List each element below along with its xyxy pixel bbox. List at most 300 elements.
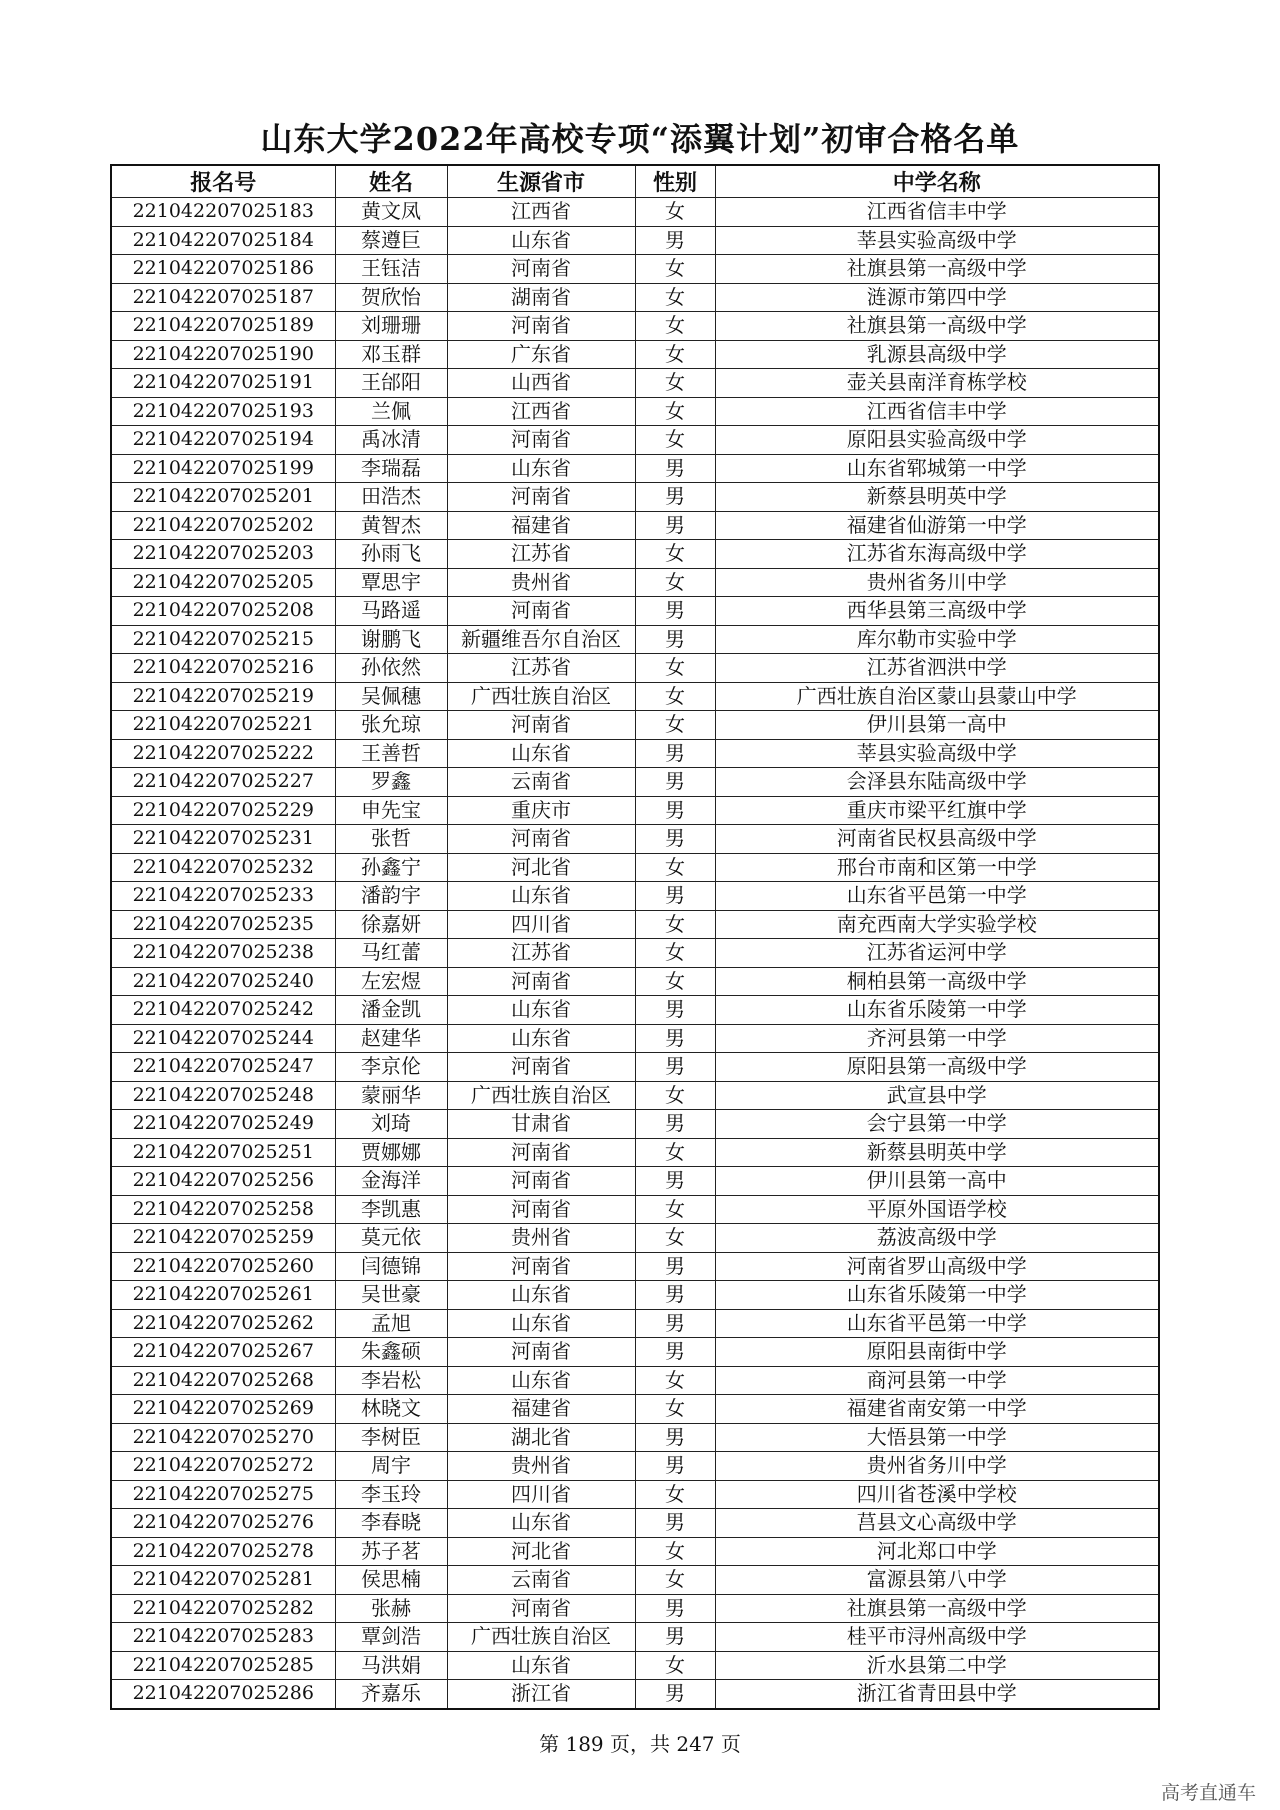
name-cell: 谢鹏飞 (335, 625, 447, 654)
table-row (111, 939, 1159, 968)
name-cell: 马洪娟 (335, 1651, 447, 1680)
school-cell: 邢台市南和区第一中学 (715, 853, 1159, 882)
name-cell: 王邰阳 (335, 369, 447, 398)
registration-no-cell: 221042207025282 (111, 1594, 335, 1623)
table-row (111, 1281, 1159, 1310)
province-cell: 江苏省 (447, 939, 635, 968)
province-cell: 山西省 (447, 369, 635, 398)
name-cell: 李岩松 (335, 1366, 447, 1395)
province-cell: 新疆维吾尔自治区 (447, 625, 635, 654)
name-cell: 张允琼 (335, 711, 447, 740)
gender-cell: 女 (635, 369, 715, 398)
province-cell: 河南省 (447, 1195, 635, 1224)
name-cell: 孟旭 (335, 1309, 447, 1338)
province-cell: 河南省 (447, 597, 635, 626)
name-cell: 吴世豪 (335, 1281, 447, 1310)
school-cell: 桐柏县第一高级中学 (715, 967, 1159, 996)
name-cell: 黄智杰 (335, 511, 447, 540)
table-row (111, 882, 1159, 911)
province-cell: 山东省 (447, 1024, 635, 1053)
province-cell: 河南省 (447, 255, 635, 284)
name-cell: 齐嘉乐 (335, 1680, 447, 1709)
province-cell: 山东省 (447, 996, 635, 1025)
name-cell: 李京伦 (335, 1053, 447, 1082)
school-cell: 新蔡县明英中学 (715, 1138, 1159, 1167)
name-cell: 孙鑫宁 (335, 853, 447, 882)
school-cell: 会泽县东陆高级中学 (715, 768, 1159, 797)
name-cell: 金海洋 (335, 1167, 447, 1196)
gender-cell: 女 (635, 1395, 715, 1424)
school-cell: 四川省苍溪中学校 (715, 1480, 1159, 1509)
registration-no-cell: 221042207025248 (111, 1081, 335, 1110)
province-cell: 河南省 (447, 1252, 635, 1281)
table-row (111, 1680, 1159, 1709)
table-row (111, 768, 1159, 797)
watermark: 高考直通车 (1160, 1782, 1256, 1804)
table-row (111, 654, 1159, 683)
registration-no-cell: 221042207025194 (111, 426, 335, 455)
name-cell: 覃思宇 (335, 568, 447, 597)
page-number: 第 189 页，共 247 页 (539, 1732, 741, 1756)
gender-cell: 女 (635, 1366, 715, 1395)
gender-cell: 男 (635, 625, 715, 654)
table-row (111, 996, 1159, 1025)
column-header-name: 姓名 (335, 165, 447, 198)
gender-cell: 女 (635, 198, 715, 227)
name-cell: 贾娜娜 (335, 1138, 447, 1167)
table-row (111, 540, 1159, 569)
gender-cell: 男 (635, 1252, 715, 1281)
province-cell: 河南省 (447, 825, 635, 854)
school-cell: 山东省平邑第一中学 (715, 1309, 1159, 1338)
table-row (111, 255, 1159, 284)
gender-cell: 女 (635, 397, 715, 426)
province-cell: 河南省 (447, 483, 635, 512)
gender-cell: 男 (635, 1167, 715, 1196)
name-cell: 李瑞磊 (335, 454, 447, 483)
school-cell: 山东省乐陵第一中学 (715, 1281, 1159, 1310)
table-row (111, 1566, 1159, 1595)
table-row (111, 369, 1159, 398)
gender-cell: 男 (635, 739, 715, 768)
table-row (111, 198, 1159, 227)
province-cell: 河北省 (447, 1537, 635, 1566)
name-cell: 刘琦 (335, 1110, 447, 1139)
table-row (111, 967, 1159, 996)
gender-cell: 女 (635, 312, 715, 341)
school-cell: 山东省平邑第一中学 (715, 882, 1159, 911)
registration-no-cell: 221042207025221 (111, 711, 335, 740)
name-cell: 蔡遵巨 (335, 226, 447, 255)
gender-cell: 女 (635, 939, 715, 968)
province-cell: 河南省 (447, 1167, 635, 1196)
province-cell: 云南省 (447, 768, 635, 797)
name-cell: 李玉玲 (335, 1480, 447, 1509)
school-cell: 广西壮族自治区蒙山县蒙山中学 (715, 682, 1159, 711)
school-cell: 莘县实验高级中学 (715, 226, 1159, 255)
province-cell: 甘肃省 (447, 1110, 635, 1139)
registration-no-cell: 221042207025193 (111, 397, 335, 426)
gender-cell: 女 (635, 1480, 715, 1509)
name-cell: 赵建华 (335, 1024, 447, 1053)
province-cell: 贵州省 (447, 1224, 635, 1253)
table-row (111, 283, 1159, 312)
registration-no-cell: 221042207025251 (111, 1138, 335, 1167)
gender-cell: 男 (635, 1309, 715, 1338)
school-cell: 贵州省务川中学 (715, 568, 1159, 597)
province-cell: 河南省 (447, 312, 635, 341)
column-header-gender: 性别 (635, 165, 715, 198)
school-cell: 桂平市浔州高级中学 (715, 1623, 1159, 1652)
gender-cell: 男 (635, 1338, 715, 1367)
name-cell: 孙依然 (335, 654, 447, 683)
registration-no-cell: 221042207025244 (111, 1024, 335, 1053)
gender-cell: 女 (635, 1195, 715, 1224)
school-cell: 河北郑口中学 (715, 1537, 1159, 1566)
registration-no-cell: 221042207025202 (111, 511, 335, 540)
gender-cell: 女 (635, 1224, 715, 1253)
province-cell: 广东省 (447, 340, 635, 369)
school-cell: 江苏省泗洪中学 (715, 654, 1159, 683)
school-cell: 西华县第三高级中学 (715, 597, 1159, 626)
province-cell: 山东省 (447, 1651, 635, 1680)
province-cell: 河南省 (447, 711, 635, 740)
name-cell: 王善哲 (335, 739, 447, 768)
school-cell: 莒县文心高级中学 (715, 1509, 1159, 1538)
table-row (111, 1623, 1159, 1652)
table-row (111, 597, 1159, 626)
province-cell: 山东省 (447, 1509, 635, 1538)
name-cell: 黄文凤 (335, 198, 447, 227)
province-cell: 福建省 (447, 1395, 635, 1424)
registration-no-cell: 221042207025208 (111, 597, 335, 626)
column-header-school: 中学名称 (715, 165, 1159, 198)
gender-cell: 男 (635, 1509, 715, 1538)
table-row (111, 910, 1159, 939)
province-cell: 福建省 (447, 511, 635, 540)
province-cell: 云南省 (447, 1566, 635, 1595)
name-cell: 刘珊珊 (335, 312, 447, 341)
table-row (111, 739, 1159, 768)
registration-no-cell: 221042207025191 (111, 369, 335, 398)
gender-cell: 男 (635, 825, 715, 854)
province-cell: 山东省 (447, 739, 635, 768)
registration-no-cell: 221042207025247 (111, 1053, 335, 1082)
province-cell: 浙江省 (447, 1680, 635, 1709)
province-cell: 山东省 (447, 882, 635, 911)
registration-no-cell: 221042207025216 (111, 654, 335, 683)
name-cell: 马路遥 (335, 597, 447, 626)
school-cell: 伊川县第一高中 (715, 711, 1159, 740)
gender-cell: 男 (635, 1110, 715, 1139)
gender-cell: 女 (635, 654, 715, 683)
province-cell: 重庆市 (447, 796, 635, 825)
name-cell: 马红蕾 (335, 939, 447, 968)
registration-no-cell: 221042207025203 (111, 540, 335, 569)
gender-cell: 女 (635, 1081, 715, 1110)
registration-no-cell: 221042207025238 (111, 939, 335, 968)
name-cell: 苏子茗 (335, 1537, 447, 1566)
registration-no-cell: 221042207025249 (111, 1110, 335, 1139)
name-cell: 朱鑫硕 (335, 1338, 447, 1367)
registration-no-cell: 221042207025231 (111, 825, 335, 854)
registration-no-cell: 221042207025227 (111, 768, 335, 797)
school-cell: 江苏省运河中学 (715, 939, 1159, 968)
table-row (111, 1509, 1159, 1538)
gender-cell: 女 (635, 1651, 715, 1680)
province-cell: 广西壮族自治区 (447, 682, 635, 711)
table-row (111, 1338, 1159, 1367)
registration-no-cell: 221042207025219 (111, 682, 335, 711)
province-cell: 湖南省 (447, 283, 635, 312)
school-cell: 社旗县第一高级中学 (715, 312, 1159, 341)
registration-no-cell: 221042207025232 (111, 853, 335, 882)
column-header-province: 生源省市 (447, 165, 635, 198)
name-cell: 左宏煜 (335, 967, 447, 996)
school-cell: 福建省南安第一中学 (715, 1395, 1159, 1424)
registration-no-cell: 221042207025240 (111, 967, 335, 996)
registration-no-cell: 221042207025229 (111, 796, 335, 825)
gender-cell: 男 (635, 454, 715, 483)
province-cell: 湖北省 (447, 1423, 635, 1452)
school-cell: 沂水县第二中学 (715, 1651, 1159, 1680)
table-row (111, 568, 1159, 597)
name-cell: 李凯惠 (335, 1195, 447, 1224)
registration-no-cell: 221042207025199 (111, 454, 335, 483)
registration-no-cell: 221042207025269 (111, 1395, 335, 1424)
registration-no-cell: 221042207025260 (111, 1252, 335, 1281)
province-cell: 贵州省 (447, 1452, 635, 1481)
table-row (111, 1480, 1159, 1509)
name-cell: 周宇 (335, 1452, 447, 1481)
roster-body (111, 198, 1159, 1709)
province-cell: 山东省 (447, 1366, 635, 1395)
province-cell: 江苏省 (447, 654, 635, 683)
province-cell: 江西省 (447, 397, 635, 426)
province-cell: 河南省 (447, 967, 635, 996)
school-cell: 原阳县第一高级中学 (715, 1053, 1159, 1082)
school-cell: 乳源县高级中学 (715, 340, 1159, 369)
document-title: 山东大学2022年高校专项“添翼计划”初审合格名单 (260, 120, 1020, 158)
school-cell: 江西省信丰中学 (715, 397, 1159, 426)
registration-no-cell: 221042207025267 (111, 1338, 335, 1367)
name-cell: 吴佩穗 (335, 682, 447, 711)
registration-no-cell: 221042207025205 (111, 568, 335, 597)
province-cell: 河北省 (447, 853, 635, 882)
school-cell: 莘县实验高级中学 (715, 739, 1159, 768)
gender-cell: 男 (635, 1452, 715, 1481)
gender-cell: 女 (635, 711, 715, 740)
school-cell: 荔波高级中学 (715, 1224, 1159, 1253)
school-cell: 商河县第一中学 (715, 1366, 1159, 1395)
province-cell: 河南省 (447, 1594, 635, 1623)
roster-table (110, 164, 1160, 1710)
table-row (111, 312, 1159, 341)
school-cell: 江西省信丰中学 (715, 198, 1159, 227)
school-cell: 社旗县第一高级中学 (715, 1594, 1159, 1623)
school-cell: 浙江省青田县中学 (715, 1680, 1159, 1709)
table-header-row (111, 165, 1159, 198)
gender-cell: 男 (635, 996, 715, 1025)
registration-no-cell: 221042207025189 (111, 312, 335, 341)
name-cell: 邓玉群 (335, 340, 447, 369)
name-cell: 潘金凯 (335, 996, 447, 1025)
table-row (111, 1423, 1159, 1452)
gender-cell: 男 (635, 1594, 715, 1623)
gender-cell: 女 (635, 255, 715, 284)
gender-cell: 女 (635, 967, 715, 996)
registration-no-cell: 221042207025233 (111, 882, 335, 911)
registration-no-cell: 221042207025201 (111, 483, 335, 512)
gender-cell: 男 (635, 1623, 715, 1652)
school-cell: 会宁县第一中学 (715, 1110, 1159, 1139)
school-cell: 南充西南大学实验学校 (715, 910, 1159, 939)
school-cell: 壶关县南洋育栋学校 (715, 369, 1159, 398)
province-cell: 山东省 (447, 1281, 635, 1310)
name-cell: 孙雨飞 (335, 540, 447, 569)
registration-no-cell: 221042207025235 (111, 910, 335, 939)
table-row (111, 825, 1159, 854)
name-cell: 覃剑浩 (335, 1623, 447, 1652)
gender-cell: 男 (635, 511, 715, 540)
school-cell: 大悟县第一中学 (715, 1423, 1159, 1452)
table-row (111, 511, 1159, 540)
gender-cell: 女 (635, 283, 715, 312)
gender-cell: 女 (635, 426, 715, 455)
gender-cell: 女 (635, 910, 715, 939)
province-cell: 河南省 (447, 1338, 635, 1367)
registration-no-cell: 221042207025261 (111, 1281, 335, 1310)
province-cell: 江苏省 (447, 540, 635, 569)
table-row (111, 796, 1159, 825)
table-row (111, 1224, 1159, 1253)
province-cell: 广西壮族自治区 (447, 1623, 635, 1652)
table-row (111, 711, 1159, 740)
school-cell: 新蔡县明英中学 (715, 483, 1159, 512)
gender-cell: 男 (635, 796, 715, 825)
table-row (111, 1395, 1159, 1424)
registration-no-cell: 221042207025270 (111, 1423, 335, 1452)
registration-no-cell: 221042207025285 (111, 1651, 335, 1680)
registration-no-cell: 221042207025190 (111, 340, 335, 369)
gender-cell: 男 (635, 226, 715, 255)
name-cell: 罗鑫 (335, 768, 447, 797)
registration-no-cell: 221042207025186 (111, 255, 335, 284)
table-row (111, 1594, 1159, 1623)
gender-cell: 男 (635, 1053, 715, 1082)
gender-cell: 男 (635, 768, 715, 797)
school-cell: 河南省民权县高级中学 (715, 825, 1159, 854)
table-row (111, 853, 1159, 882)
name-cell: 田浩杰 (335, 483, 447, 512)
registration-no-cell: 221042207025283 (111, 1623, 335, 1652)
registration-no-cell: 221042207025242 (111, 996, 335, 1025)
name-cell: 蒙丽华 (335, 1081, 447, 1110)
gender-cell: 女 (635, 568, 715, 597)
school-cell: 原阳县实验高级中学 (715, 426, 1159, 455)
province-cell: 江西省 (447, 198, 635, 227)
name-cell: 侯思楠 (335, 1566, 447, 1595)
column-header-registration-no: 报名号 (111, 165, 335, 198)
school-cell: 江苏省东海高级中学 (715, 540, 1159, 569)
name-cell: 王钰洁 (335, 255, 447, 284)
table-row (111, 483, 1159, 512)
table-row (111, 1053, 1159, 1082)
school-cell: 山东省乐陵第一中学 (715, 996, 1159, 1025)
registration-no-cell: 221042207025272 (111, 1452, 335, 1481)
gender-cell: 女 (635, 1138, 715, 1167)
name-cell: 徐嘉妍 (335, 910, 447, 939)
name-cell: 林晓文 (335, 1395, 447, 1424)
province-cell: 河南省 (447, 1053, 635, 1082)
table-row (111, 682, 1159, 711)
school-cell: 平原外国语学校 (715, 1195, 1159, 1224)
province-cell: 山东省 (447, 226, 635, 255)
province-cell: 山东省 (447, 454, 635, 483)
table-row (111, 1167, 1159, 1196)
school-cell: 武宣县中学 (715, 1081, 1159, 1110)
name-cell: 张哲 (335, 825, 447, 854)
province-cell: 河南省 (447, 426, 635, 455)
table-row (111, 1252, 1159, 1281)
registration-no-cell: 221042207025281 (111, 1566, 335, 1595)
registration-no-cell: 221042207025184 (111, 226, 335, 255)
registration-no-cell: 221042207025187 (111, 283, 335, 312)
school-cell: 福建省仙游第一中学 (715, 511, 1159, 540)
name-cell: 张赫 (335, 1594, 447, 1623)
registration-no-cell: 221042207025183 (111, 198, 335, 227)
school-cell: 齐河县第一中学 (715, 1024, 1159, 1053)
gender-cell: 女 (635, 1537, 715, 1566)
registration-no-cell: 221042207025262 (111, 1309, 335, 1338)
table-row (111, 625, 1159, 654)
gender-cell: 女 (635, 682, 715, 711)
province-cell: 河南省 (447, 1138, 635, 1167)
province-cell: 山东省 (447, 1309, 635, 1338)
gender-cell: 男 (635, 1024, 715, 1053)
gender-cell: 男 (635, 597, 715, 626)
school-cell: 伊川县第一高中 (715, 1167, 1159, 1196)
registration-no-cell: 221042207025256 (111, 1167, 335, 1196)
table-row (111, 340, 1159, 369)
registration-no-cell: 221042207025276 (111, 1509, 335, 1538)
name-cell: 兰佩 (335, 397, 447, 426)
registration-no-cell: 221042207025258 (111, 1195, 335, 1224)
table-row (111, 1537, 1159, 1566)
gender-cell: 男 (635, 1423, 715, 1452)
registration-no-cell: 221042207025259 (111, 1224, 335, 1253)
gender-cell: 女 (635, 1566, 715, 1595)
table-row (111, 1366, 1159, 1395)
province-cell: 广西壮族自治区 (447, 1081, 635, 1110)
registration-no-cell: 221042207025275 (111, 1480, 335, 1509)
school-cell: 原阳县南街中学 (715, 1338, 1159, 1367)
table-row (111, 226, 1159, 255)
table-row (111, 1651, 1159, 1680)
gender-cell: 男 (635, 1281, 715, 1310)
province-cell: 贵州省 (447, 568, 635, 597)
name-cell: 贺欣怡 (335, 283, 447, 312)
table-row (111, 1195, 1159, 1224)
gender-cell: 男 (635, 483, 715, 512)
registration-no-cell: 221042207025286 (111, 1680, 335, 1709)
school-cell: 富源县第八中学 (715, 1566, 1159, 1595)
gender-cell: 女 (635, 340, 715, 369)
school-cell: 涟源市第四中学 (715, 283, 1159, 312)
name-cell: 李春晓 (335, 1509, 447, 1538)
registration-no-cell: 221042207025222 (111, 739, 335, 768)
registration-no-cell: 221042207025215 (111, 625, 335, 654)
